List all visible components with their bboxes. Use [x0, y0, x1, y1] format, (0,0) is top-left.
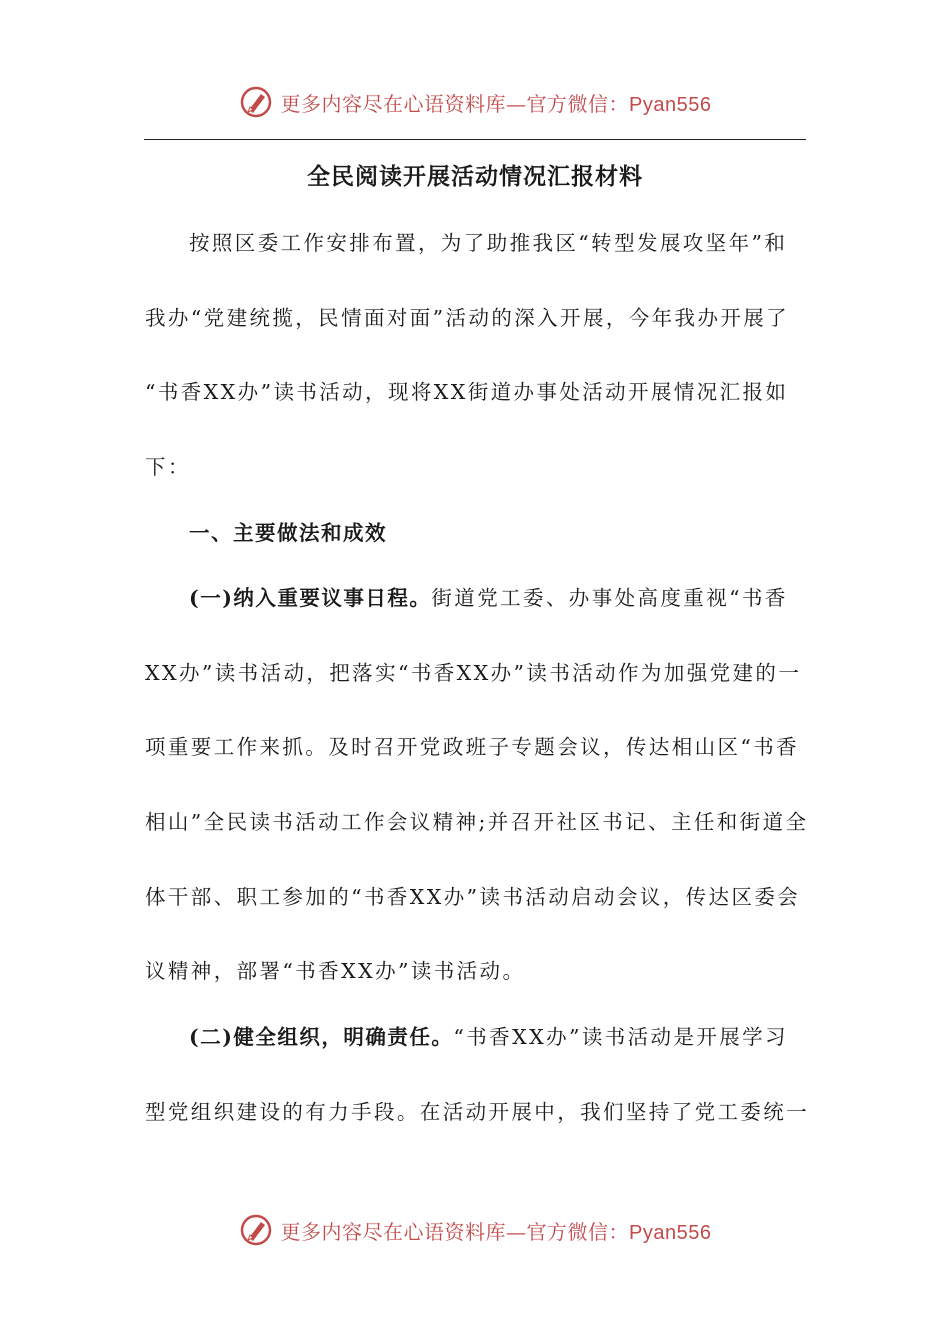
header-watermark [0, 80, 950, 124]
body-line: 项重要工作来抓。及时召开党政班子专题会议，传达相山区“书香 [145, 735, 800, 759]
body-line: “书香XX办”读书活动，现将XX街道办事处活动开展情况汇报如 [145, 380, 789, 404]
body-line: (一)纳入重要议事日程。街道党工委、办事处高度重视“书香 [189, 586, 788, 610]
pen-logo-icon [239, 1213, 273, 1247]
watermark-text: 更多内容尽在心语资料库—官方微信：Pyan556 [280, 1219, 712, 1244]
body-line: 体干部、职工参加的“书香XX办”读书活动启动会议，传达区委会 [145, 885, 801, 909]
footer-watermark [0, 1208, 950, 1252]
body-line: 按照区委工作安排布置，为了助推我区“转型发展攻坚年”和 [189, 231, 788, 255]
body-line: (二)健全组织，明确责任。“书香XX办”读书活动是开展学习 [189, 1025, 788, 1049]
subsection-heading: (一)纳入重要议事日程。 [189, 586, 432, 610]
body-line: 相山”全民读书活动工作会议精神;并召开社区书记、主任和街道全 [145, 810, 809, 834]
subsection-heading: (二)健全组织，明确责任。 [189, 1025, 454, 1049]
body-line: 下： [145, 455, 191, 479]
body-line: 议精神，部署“书香XX办”读书活动。 [145, 959, 526, 983]
section-heading: 一、主要做法和成效 [189, 521, 387, 545]
header-rule [144, 139, 806, 140]
document-title: 全民阅读开展活动情况汇报材料 [307, 163, 643, 190]
pen-logo-icon [239, 85, 273, 119]
body-line: 我办“党建统揽，民情面对面”活动的深入开展，今年我办开展了 [145, 306, 790, 330]
body-line: 型党组织建设的有力手段。在活动开展中，我们坚持了党工委统一 [145, 1100, 810, 1124]
body-line: XX办”读书活动，把落实“书香XX办”读书活动作为加强党建的一 [145, 661, 802, 685]
watermark-text: 更多内容尽在心语资料库—官方微信：Pyan556 [280, 91, 712, 116]
